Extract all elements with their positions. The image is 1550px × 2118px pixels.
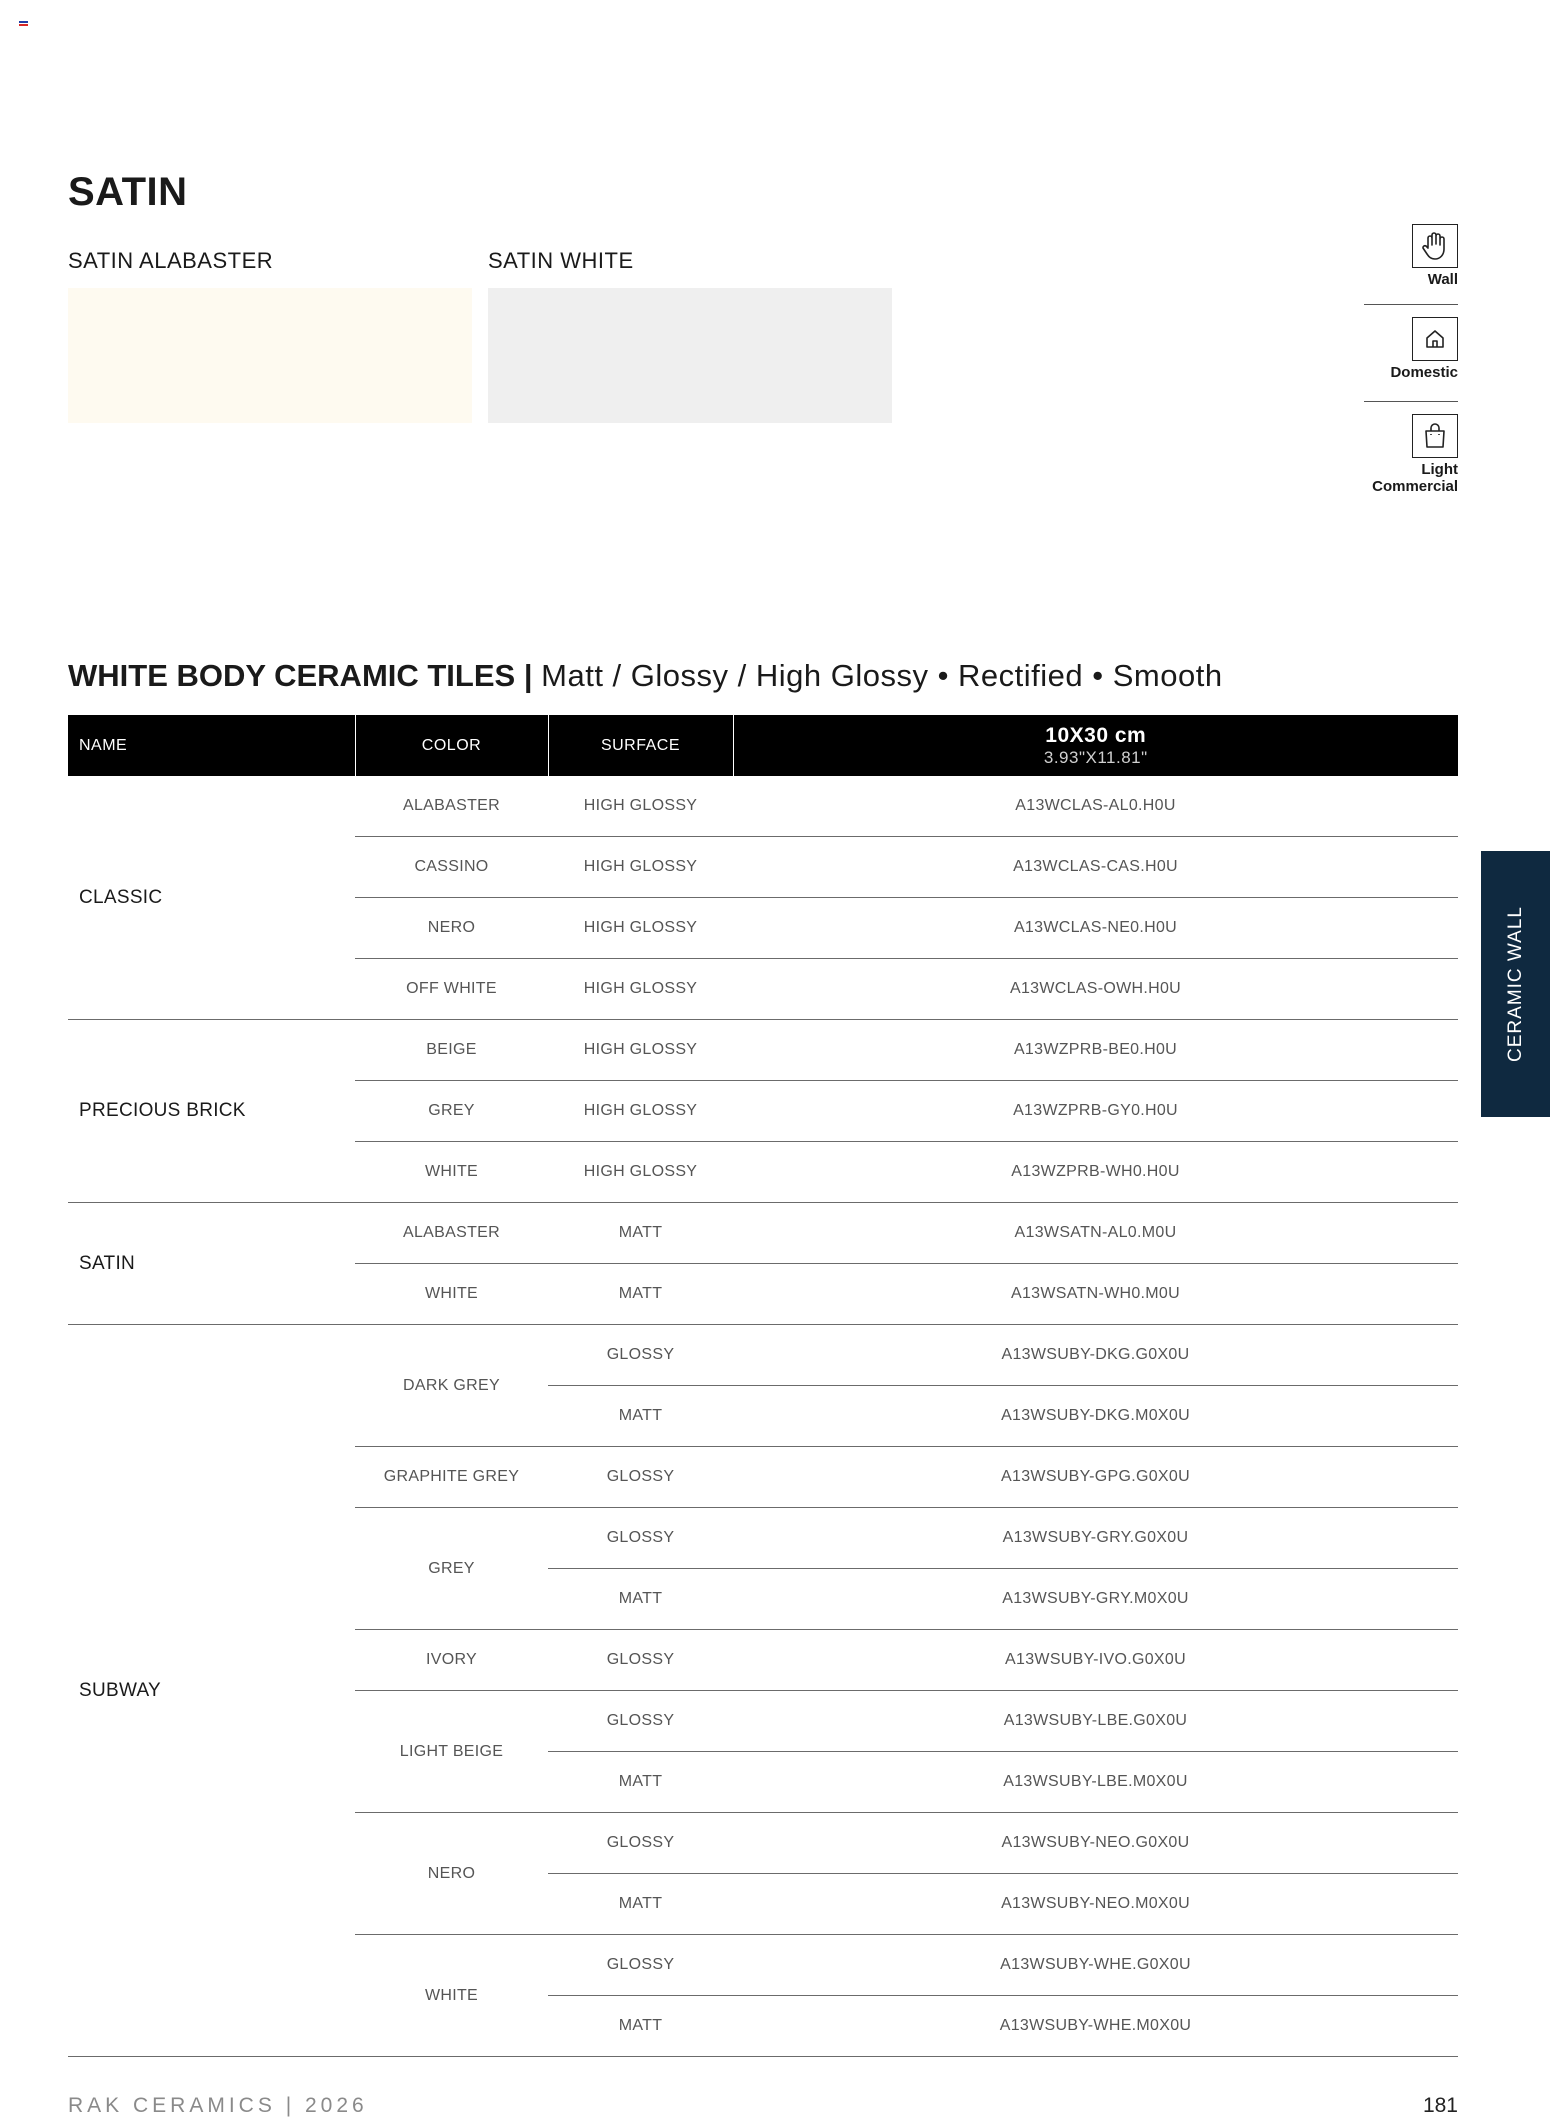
cell-code: A13WSUBY-NEO.G0X0U [733, 1813, 1458, 1874]
table-row [68, 1203, 1458, 1264]
cell-name: SUBWAY [68, 1325, 355, 2057]
cell-surface: HIGH GLOSSY [548, 1081, 733, 1142]
shopping-bag-icon [1412, 414, 1458, 458]
cell-name: PRECIOUS BRICK [68, 1020, 355, 1203]
header-size-imperial: 3.93"X11.81" [1043, 747, 1148, 767]
cell-color: GREY [355, 1508, 548, 1630]
usage-wall-label: Wall [1427, 271, 1458, 288]
cell-surface: GLOSSY [548, 1813, 733, 1874]
cell-color: NERO [355, 1813, 548, 1935]
hand-icon [1412, 224, 1458, 268]
cell-code: A13WZPRB-GY0.H0U [733, 1081, 1458, 1142]
side-tab [1481, 851, 1550, 1117]
cell-name: CLASSIC [68, 776, 355, 1020]
cell-surface: HIGH GLOSSY [548, 959, 733, 1020]
cell-surface: MATT [548, 1874, 733, 1935]
cell-color: CASSINO [355, 837, 548, 898]
cell-code: A13WSUBY-WHE.G0X0U [733, 1935, 1458, 1996]
swatch-label-alabaster: SATIN ALABASTER [68, 248, 274, 273]
cell-code: A13WZPRB-BE0.H0U [733, 1020, 1458, 1081]
cell-surface: MATT [548, 1996, 733, 2057]
page-number: 181 [1422, 2094, 1458, 2117]
cell-code: A13WSUBY-LBE.G0X0U [733, 1691, 1458, 1752]
cell-color: ALABASTER [355, 776, 548, 837]
cell-code: A13WZPRB-WH0.H0U [733, 1142, 1458, 1203]
cell-surface: GLOSSY [548, 1630, 733, 1691]
cell-surface: MATT [548, 1569, 733, 1630]
cell-surface: HIGH GLOSSY [548, 1020, 733, 1081]
cell-code: A13WSUBY-IVO.G0X0U [733, 1630, 1458, 1691]
swatch-label-white: SATIN WHITE [488, 248, 634, 273]
usage-icons [1364, 222, 1458, 501]
cell-surface: HIGH GLOSSY [548, 837, 733, 898]
cell-color: LIGHT BEIGE [355, 1691, 548, 1813]
cell-surface: HIGH GLOSSY [548, 776, 733, 837]
cell-code: A13WSUBY-GRY.M0X0U [733, 1569, 1458, 1630]
cell-code: A13WSUBY-DKG.G0X0U [733, 1325, 1458, 1386]
cell-color: WHITE [355, 1935, 548, 2057]
product-table [68, 715, 1458, 2057]
flag-stripe-blue [19, 21, 28, 23]
cell-color: NERO [355, 898, 548, 959]
cell-code: A13WSUBY-NEO.M0X0U [733, 1874, 1458, 1935]
usage-domestic [1364, 305, 1458, 402]
cell-color: IVORY [355, 1630, 548, 1691]
cell-surface: GLOSSY [548, 1691, 733, 1752]
usage-light-label-line2: Commercial [1372, 478, 1458, 495]
cell-code: A13WSUBY-DKG.M0X0U [733, 1386, 1458, 1447]
swatch-alabaster [68, 288, 472, 423]
cell-code: A13WSATN-AL0.M0U [733, 1203, 1458, 1264]
side-tab-label: CERAMIC WALL [1504, 906, 1526, 1062]
cell-surface: MATT [548, 1386, 733, 1447]
section-title [68, 658, 1223, 694]
header-size [733, 715, 1458, 776]
cell-code: A13WCLAS-OWH.H0U [733, 959, 1458, 1020]
cell-surface: GLOSSY [548, 1447, 733, 1508]
header-color: COLOR [355, 715, 548, 776]
table-row [68, 776, 1458, 837]
cell-color: WHITE [355, 1264, 548, 1325]
cell-color: ALABASTER [355, 1203, 548, 1264]
header-surface: SURFACE [548, 715, 733, 776]
usage-light-commercial-label [1364, 461, 1458, 495]
cell-color: GREY [355, 1081, 548, 1142]
table-header-row [68, 715, 1458, 776]
table-body [68, 776, 1458, 2057]
cell-code: A13WCLAS-AL0.H0U [733, 776, 1458, 837]
cell-surface: MATT [548, 1264, 733, 1325]
flag-icon [19, 21, 28, 28]
usage-light-commercial [1364, 402, 1458, 501]
cell-color: OFF WHITE [355, 959, 548, 1020]
cell-color: DARK GREY [355, 1325, 548, 1447]
cell-surface: MATT [548, 1752, 733, 1813]
page-title: SATIN [68, 170, 188, 214]
cell-code: A13WCLAS-CAS.H0U [733, 837, 1458, 898]
flag-stripe-red [19, 24, 28, 26]
section-title-main: WHITE BODY CERAMIC TILES | [68, 658, 533, 693]
cell-name: SATIN [68, 1203, 355, 1325]
header-size-metric: 10X30 cm [1045, 723, 1147, 747]
cell-surface: GLOSSY [548, 1508, 733, 1569]
house-icon [1412, 317, 1458, 361]
cell-surface: GLOSSY [548, 1935, 733, 1996]
header-name: NAME [68, 715, 355, 776]
cell-code: A13WSUBY-GRY.G0X0U [733, 1508, 1458, 1569]
cell-code: A13WSUBY-GPG.G0X0U [733, 1447, 1458, 1508]
cell-code: A13WSUBY-WHE.M0X0U [733, 1996, 1458, 2057]
cell-code: A13WSATN-WH0.M0U [733, 1264, 1458, 1325]
footer-brand: RAK CERAMICS | 2026 [68, 2094, 368, 2117]
cell-color: BEIGE [355, 1020, 548, 1081]
cell-surface: HIGH GLOSSY [548, 1142, 733, 1203]
cell-surface: HIGH GLOSSY [548, 898, 733, 959]
section-title-specs: Matt / Glossy / High Glossy • Rectified • Smooth [541, 658, 1223, 693]
cell-surface: MATT [548, 1203, 733, 1264]
cell-surface: GLOSSY [548, 1325, 733, 1386]
usage-wall [1364, 222, 1458, 305]
cell-code: A13WSUBY-LBE.M0X0U [733, 1752, 1458, 1813]
table-row [68, 1020, 1458, 1081]
swatch-white [488, 288, 892, 423]
table-row [68, 1325, 1458, 1386]
usage-light-label-line1: Light [1421, 461, 1458, 478]
cell-code: A13WCLAS-NE0.H0U [733, 898, 1458, 959]
usage-domestic-label: Domestic [1390, 364, 1458, 381]
cell-color: WHITE [355, 1142, 548, 1203]
cell-color: GRAPHITE GREY [355, 1447, 548, 1508]
